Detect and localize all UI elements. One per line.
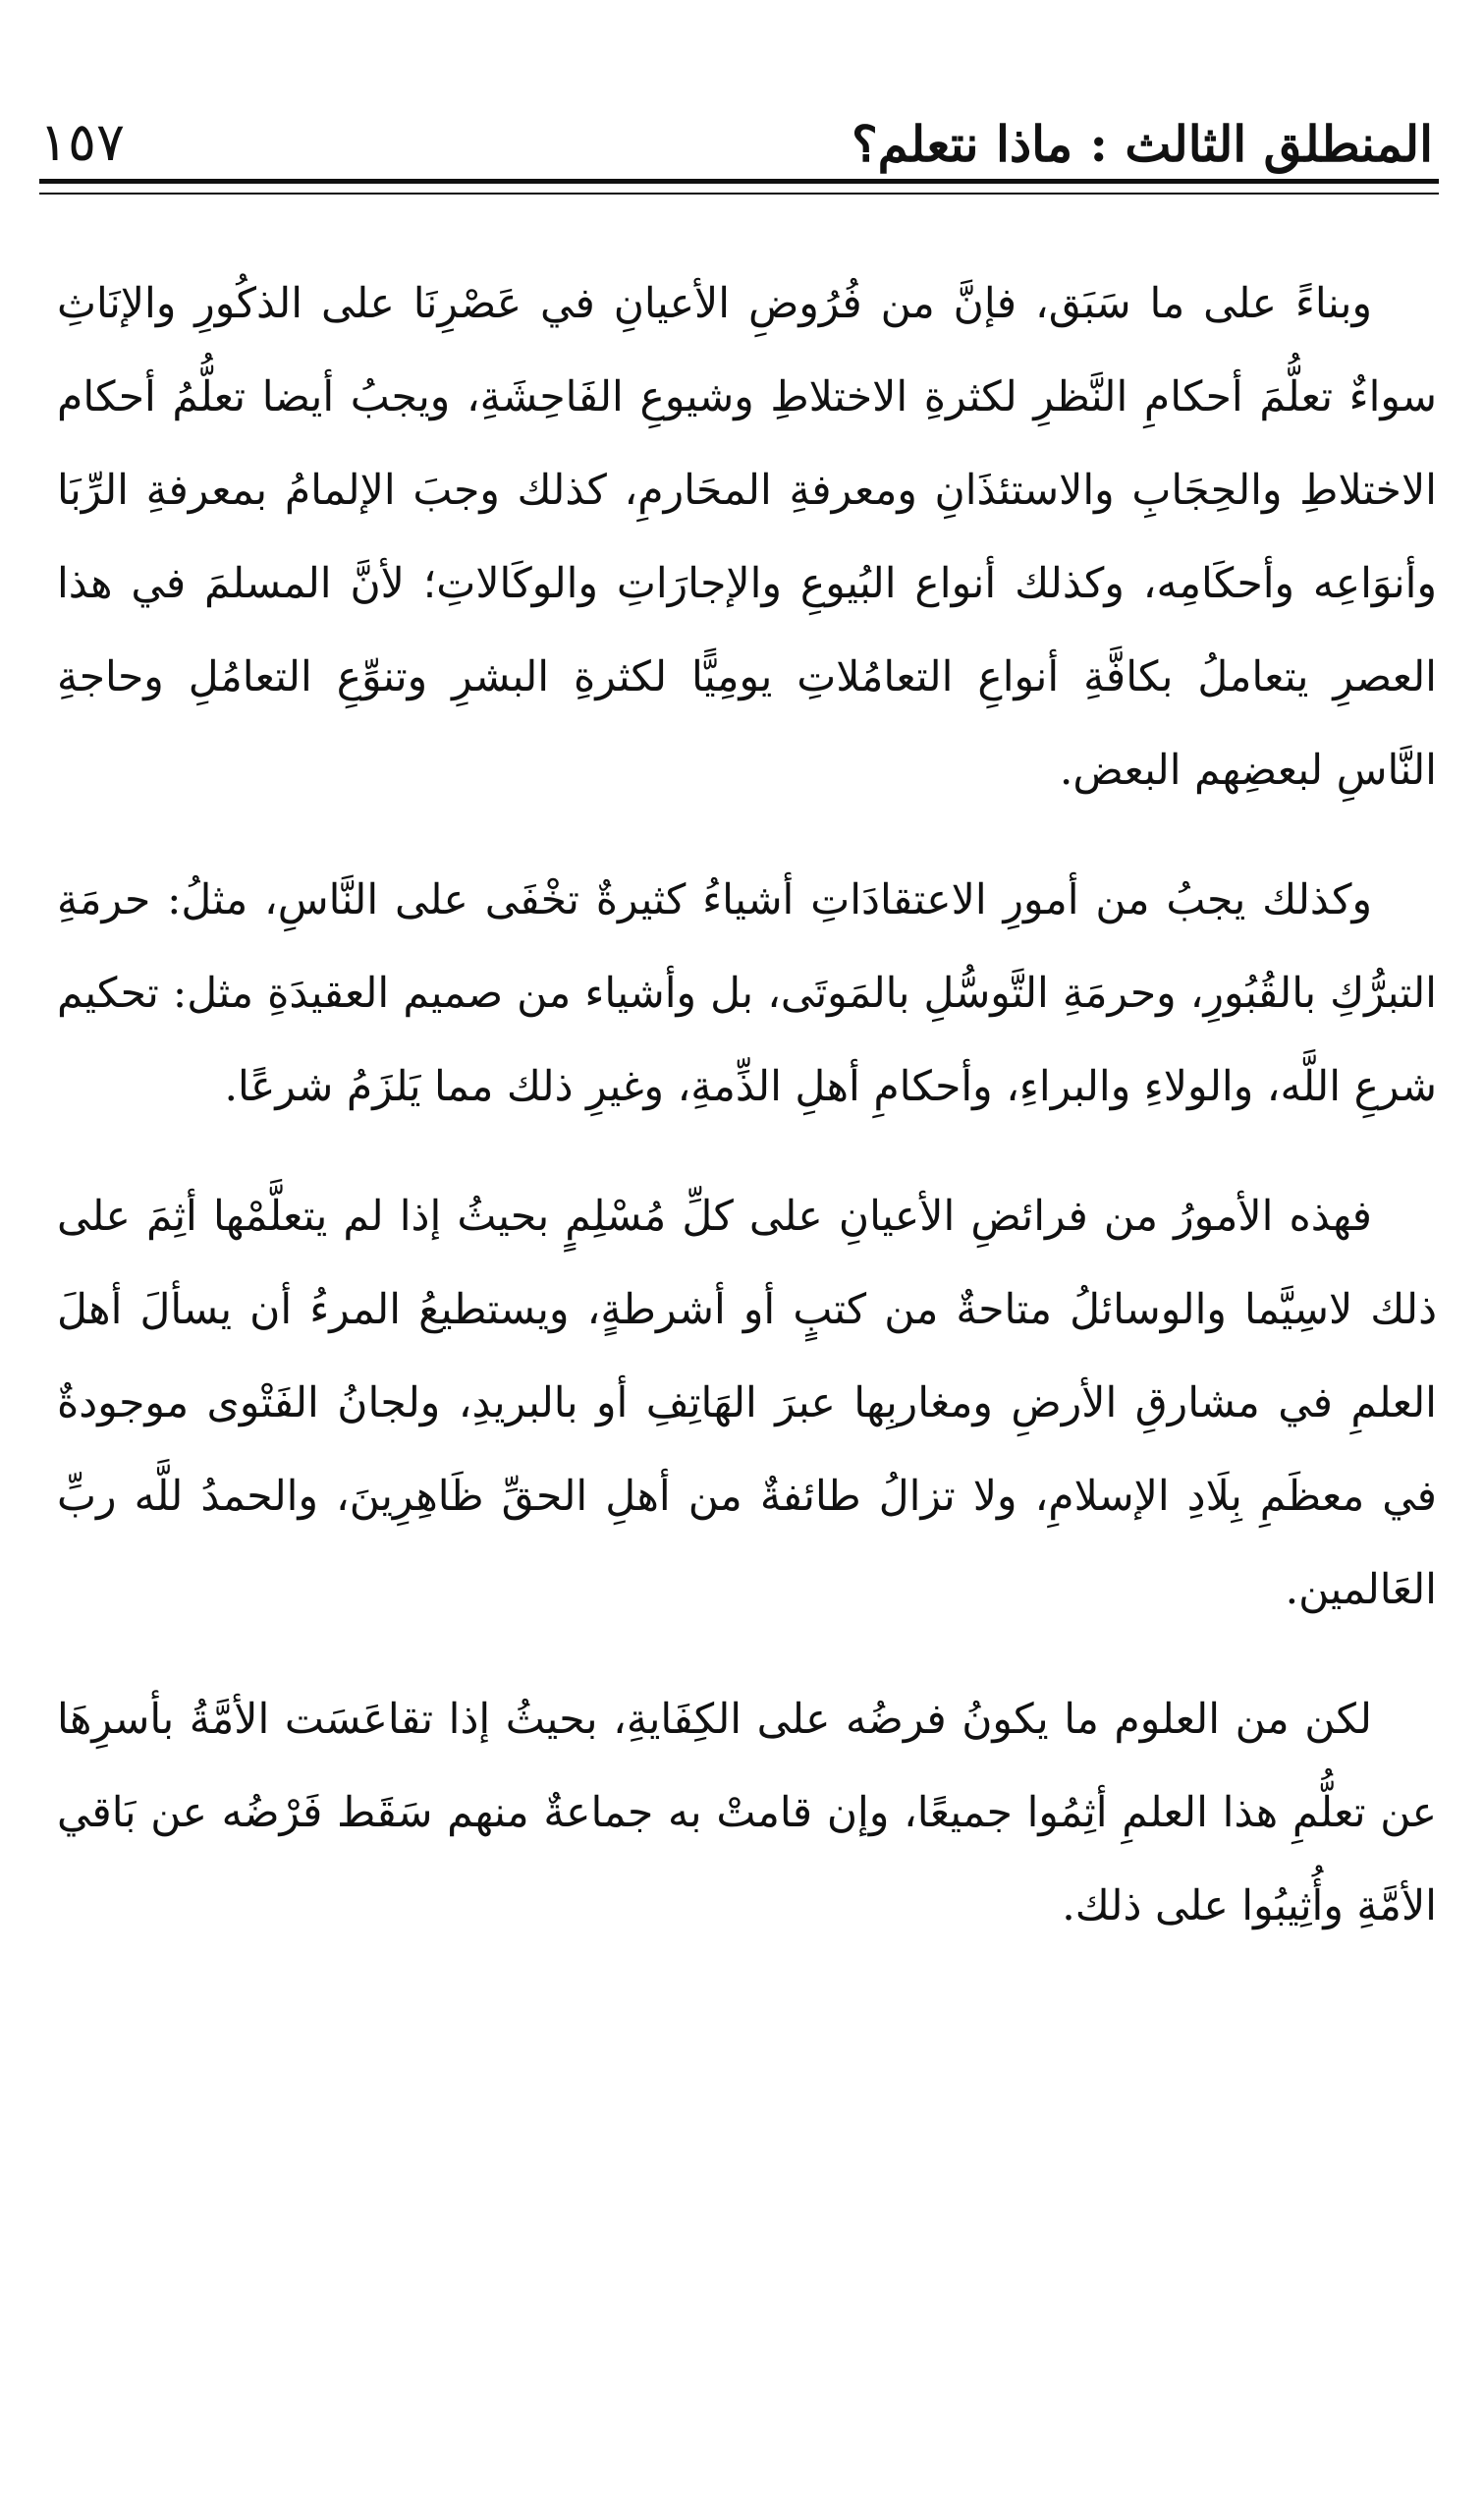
header-rule-thick xyxy=(39,179,1439,184)
paragraph-3: فهذه الأمورُ من فرائضِ الأعيانِ على كلِّ مُسْلِمٍ بحيثُ إذا لم يتعلَّمْها أثِمَ على ذلك لاسِيَّما والوسائلُ متاحةٌ من كتبٍ أو أشرطةٍ، ويستطيعُ المرءُ أن يسألَ أهلَ العلمِ في مشارقِ الأرضِ ومغاربِها عبرَ الهَاتِفِ أو بالبريدِ، ولجانُ الفَتْوى موجودةٌ في معظَمِ بِلَادِ الإسلامِ، ولا تزالُ طائفةٌ من أهلِ الحقِّ ظَاهِرِينَ، والحمدُ للَّه ربِّ العَالمين. xyxy=(57,1193,1437,1614)
page-number: ١٥٧ xyxy=(39,111,126,173)
header-rule-thin xyxy=(39,193,1439,195)
page-header xyxy=(39,90,1433,173)
body-text xyxy=(57,257,1437,1989)
paragraph-4: لكن من العلوم ما يكونُ فرضُه على الكِفَايةِ، بحيثُ إذا تقاعَسَت الأمَّةُ بأسرِهَا عن تعلُّمِ هذا العلمِ أثِمُوا جميعًا، وإن قامتْ به جماعةٌ منهم سَقَط فَرْضُه عن بَاقي الأمَّةِ وأُثِيبُوا على ذلك. xyxy=(57,1696,1437,1930)
paragraph-2: وكذلك يجبُ من أمورِ الاعتقادَاتِ أشياءُ كثيرةٌ تخْفَى على النَّاسِ، مثلُ: حرمَةِ التبرُّكِ بالقُبُورِ، وحرمَةِ التَّوسُّلِ بالمَوتَى، بل وأشياء من صميم العقيدَةِ مثل: تحكيم شرعِ اللَّه، والولاءِ والبراءِ، وأحكامِ أهلِ الذِّمةِ، وغيرِ ذلك مما يَلزَمُ شرعًا. xyxy=(57,876,1437,1111)
paragraph-1: وبناءً على ما سَبَق، فإنَّ من فُرُوضِ الأعيانِ في عَصْرِنَا على الذكُورِ والإنَاثِ سواءٌ تعلُّمَ أحكامِ النَّظرِ لكثرةِ الاختلاطِ وشيوعِ الفَاحِشَةِ، ويجبُ أيضا تعلُّمُ أحكام الاختلاطِ والحِجَابِ والاستئذَانِ ومعرفةِ المحَارمِ، كذلك وجبَ الإلمامُ بمعرفةِ الرِّبَا وأنوَاعِه وأحكَامِه، وكذلك أنواع البُيوعِ والإجارَاتِ والوكَالاتِ؛ لأنَّ المسلمَ في هذا العصرِ يتعاملُ بكافَّةِ أنواعِ التعامُلاتِ يومِيًّا لكثرةِ البشرِ وتنوِّعِ التعامُلِ وحاجةِ النَّاسِ لبعضِهم البعض. xyxy=(57,280,1437,795)
running-title: المنطلق الثالث : ماذا نتعلم؟ xyxy=(852,115,1433,173)
